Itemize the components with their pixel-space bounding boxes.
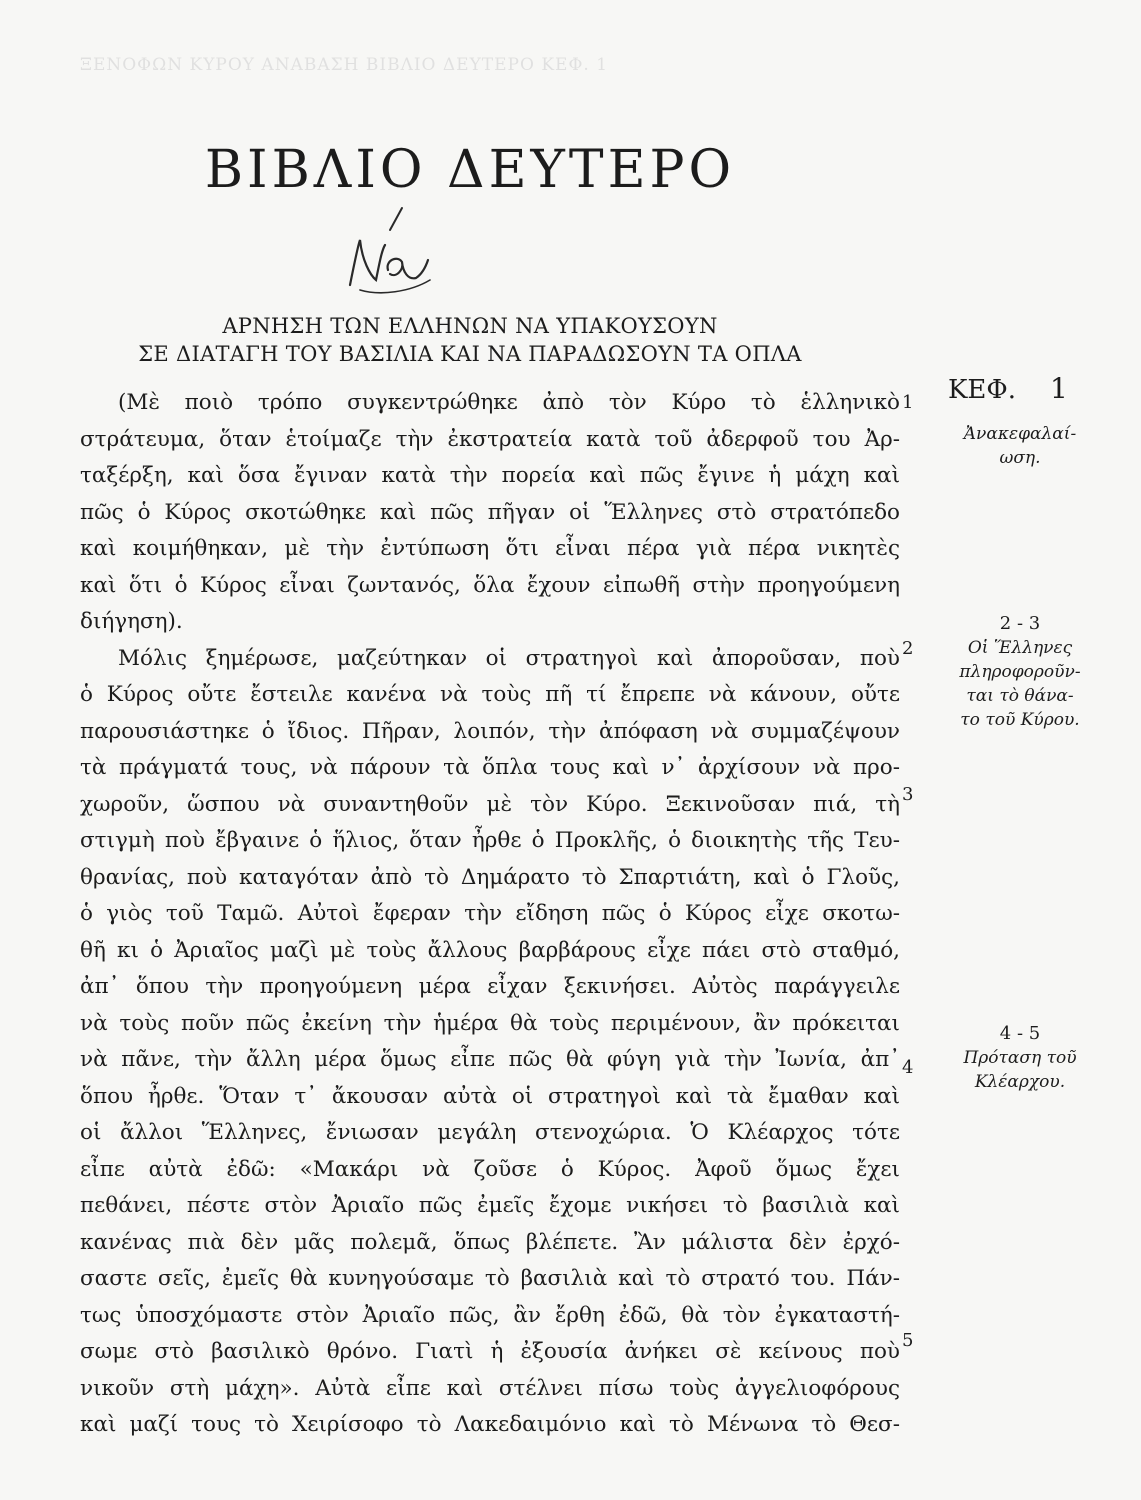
margin-number: 1 <box>902 392 914 413</box>
text-line: κανένας πιὰ δὲν μᾶς πολεμᾶ, ὅπως βλέπετε. Ἂν μάλιστα δὲν ἐρχό- <box>80 1229 900 1255</box>
handwritten-signature <box>330 200 450 310</box>
chapter-label-text: ΚΕΦ. <box>948 375 1016 405</box>
text-line: ὁ γιὸς τοῦ Ταμῶ. Αὐτοὶ ἔφεραν τὴν εἴδηση πῶς ὁ Κύρος εἶχε σκοτω- <box>80 901 900 926</box>
text-line: τὰ πράγματά τους, νὰ πάρουν τὰ ὅπλα τους καὶ ν᾽ ἀρχίσουν νὰ προ- <box>80 755 900 780</box>
subtitle-line: ΣΕ ΔΙΑΤΑΓΗ ΤΟΥ ΒΑΣΙΛΙΑ ΚΑΙ ΝΑ ΠΑΡΑΔΩΣΟΥΝ ΤΑ ΟΠΛΑ <box>138 342 802 366</box>
side-note-line: ται τὸ θάνα- <box>966 686 1074 706</box>
side-note-range: 2 - 3 <box>999 613 1041 634</box>
side-note-line: Πρόταση τοῦ <box>963 1048 1077 1068</box>
text-line: νὰ τοὺς ποῦν πῶς ἐκείνη τὴν ἡμέρα θὰ τοὺς περιμένουν, ἂν πρόκειται <box>80 1010 900 1036</box>
text-line: (Μὲ ποιὸ τρόπο συγκεντρώθηκε ἀπὸ τὸν Κύρο τὸ ἑλληνικὸ <box>118 390 900 415</box>
text-line: ὁ Κύρος οὔτε ἔστειλε κανένα νὰ τοὺς πῆ τί ἔπρεπε νὰ κάνουν, οὔτε <box>80 682 900 707</box>
text-line: ὅπου ἦρθε. Ὅταν τ᾽ ἄκουσαν αὐτὰ οἱ στρατηγοὶ καὶ τὰ ἔμαθαν καὶ <box>80 1083 900 1109</box>
chapter-subtitle <box>0 312 940 368</box>
text-line: οἱ ἄλλοι Ἕλληνες, ἔνιωσαν μεγάλη στενοχώρια. Ὁ Κλέαρχος τότε <box>80 1120 900 1145</box>
text-line: πεθάνει, πέστε στὸν Ἀριαῖο πῶς ἐμεῖς ἔχομε νικήσει τὸ βασιλιὰ καὶ <box>80 1193 900 1218</box>
text-line: εἶπε αὐτὰ ἐδῶ: «Μακάρι νὰ ζοῦσε ὁ Κύρος. Ἀφοῦ ὅμως ἔχει <box>80 1156 900 1182</box>
text-line: θρανίας, ποὺ καταγόταν ἀπὸ τὸ Δημάρατο τὸ Σπαρτιάτη, καὶ ὁ Γλοῦς, <box>80 864 900 890</box>
text-line: Μόλις ξημέρωσε, μαζεύτηκαν οἱ στρατηγοὶ καὶ ἀποροῦσαν, ποὺ <box>118 645 900 671</box>
margin-number: 5 <box>902 1330 914 1351</box>
margin-number: 2 <box>902 638 914 659</box>
text-line: σωμε στὸ βασιλικὸ θρόνο. Γιατὶ ἡ ἐξουσία ἀνήκει σὲ κείνους ποὺ <box>80 1339 900 1364</box>
text-line: πῶς ὁ Κύρος σκοτώθηκε καὶ πῶς πῆγαν οἱ Ἕλληνες στὸ στρατόπεδο <box>80 499 900 525</box>
text-line: καὶ μαζί τους τὸ Χειρίσοφο τὸ Λακεδαιμόνιο καὶ τὸ Μένωνα τὸ Θεσ- <box>80 1412 900 1437</box>
text-line: διήγηση). <box>80 609 183 634</box>
text-line: νὰ πᾶνε, τὴν ἄλλη μέρα ὅμως εἶπε πῶς θὰ φύγη γιὰ τὴν Ἰωνία, ἀπ᾽ <box>80 1047 900 1072</box>
side-note-line: το τοῦ Κύρου. <box>960 710 1080 730</box>
text-line: νικοῦν στὴ μάχη». Αὐτὰ εἶπε καὶ στέλνει πίσω τοὺς ἀγγελιοφόρους <box>80 1375 900 1401</box>
side-note-death-news <box>940 612 1100 732</box>
side-note-line: Ἀνακεφαλαί- <box>963 424 1077 444</box>
side-note-clearchus <box>940 1022 1100 1094</box>
text-line: στράτευμα, ὅταν ἑτοίμαζε τὴν ἐκστρατεία κατὰ τοῦ ἀδερφοῦ του Ἀρ- <box>80 426 900 452</box>
text-line: παρουσιάστηκε ὁ ἴδιος. Πῆραν, λοιπόν, τὴν ἀπόφαση νὰ συμμαζέψουν <box>80 718 900 744</box>
side-note-line: Οἱ Ἕλληνες <box>967 638 1073 658</box>
text-line: ταξέρξη, καὶ ὅσα ἔγιναν κατὰ τὴν πορεία καὶ πῶς ἔγινε ἡ μάχη καὶ <box>80 463 900 488</box>
margin-number: 4 <box>902 1057 914 1078</box>
text-line: στιγμὴ ποὺ ἔβγαινε ὁ ἥλιος, ὅταν ἦρθε ὁ Προκλῆς, ὁ διοικητὴς τῆς Τευ- <box>80 828 900 853</box>
text-line: τως ὑποσχόμαστε στὸν Ἀριαῖο πῶς, ἂν ἔρθη ἐδῶ, θὰ τὸν ἐγκαταστή- <box>80 1302 900 1328</box>
page-title: ΒΙΒΛΙΟ ΔΕΥΤΕΡΟ <box>204 140 736 200</box>
bleed-through-header: ΞΕΝΟΦΩΝ ΚΥΡΟΥ ΑΝΑΒΑΣΗ ΒΙΒΛΙΟ ΔΕΥΤΕΡΟ ΚΕΦ. 1 <box>80 55 609 75</box>
side-note-line: πληροφοροῦν- <box>959 662 1081 682</box>
chapter-label <box>948 372 1068 405</box>
chapter-number: 1 <box>1049 372 1068 405</box>
text-line: χωροῦν, ὥσπου νὰ συναντηθοῦν μὲ τὸν Κύρο. Ξεκινοῦσαν πιά, τὴ <box>80 791 900 817</box>
text-line: θῆ κι ὁ Ἀριαῖος μαζὶ μὲ τοὺς ἄλλους βαρβάρους εἶχε πάει στὸ σταθμό, <box>80 937 900 963</box>
side-note-recap <box>940 422 1100 470</box>
side-note-range: 4 - 5 <box>999 1023 1041 1044</box>
text-line: σαστε σεῖς, ἐμεῖς θὰ κυνηγούσαμε τὸ βασιλιὰ καὶ τὸ στρατό του. Πάν- <box>80 1266 900 1291</box>
margin-number: 3 <box>902 784 914 805</box>
side-note-line: Κλέαρχου. <box>974 1072 1066 1092</box>
text-line: καὶ ὅτι ὁ Κύρος εἶναι ζωντανός, ὅλα ἔχουν εἰπωθῆ στὴν προηγούμενη <box>80 572 900 598</box>
text-line: ἀπ᾽ ὅπου τὴν προηγούμενη μέρα εἶχαν ξεκινήσει. Αὐτὸς παράγγειλε <box>80 974 900 999</box>
side-note-line: ωση. <box>999 448 1041 468</box>
body-text <box>80 385 900 1444</box>
subtitle-line: ΑΡΝΗΣΗ ΤΩΝ ΕΛΛΗΝΩΝ ΝΑ ΥΠΑΚΟΥΣΟΥΝ <box>222 314 718 338</box>
text-line: καὶ κοιμήθηκαν, μὲ τὴν ἐντύπωση ὅτι εἶναι πέρα γιὰ πέρα νικητὲς <box>80 536 900 561</box>
